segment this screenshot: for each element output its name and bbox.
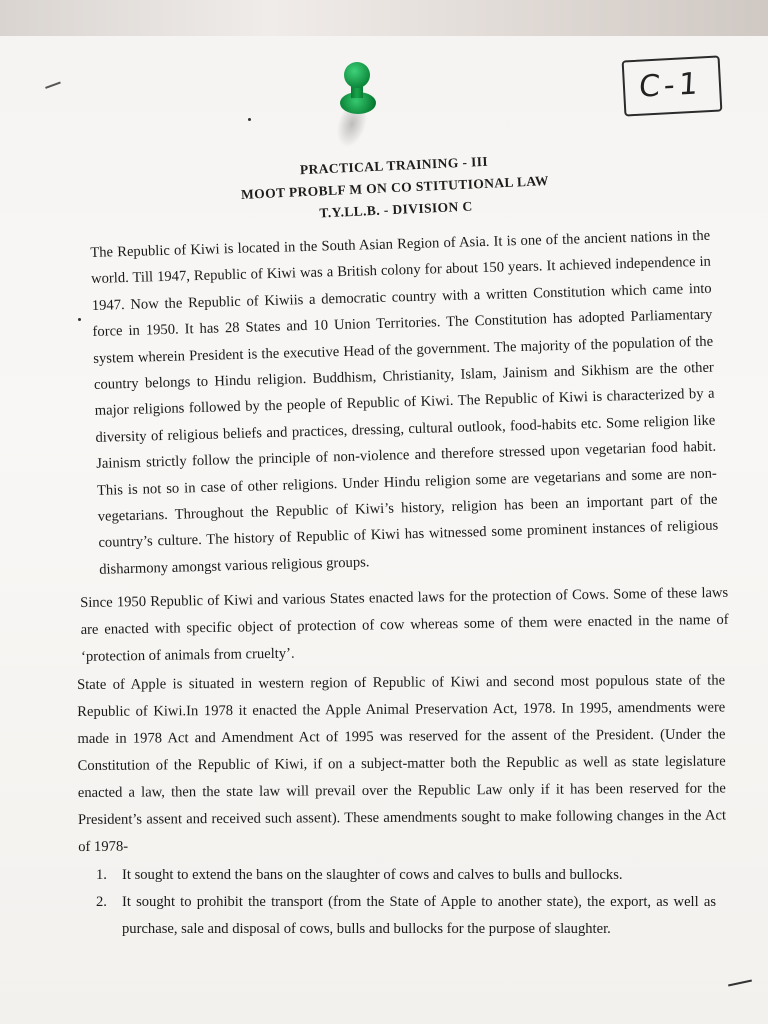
- apple-act-section: [77, 667, 726, 861]
- photo-top-shadow: [0, 0, 768, 36]
- intro-section: [90, 223, 719, 583]
- header-line-2: MOOT PROBLF M ON CO STITUTIONAL LAW: [240, 173, 550, 202]
- list-item: [96, 889, 716, 943]
- list-item-text: It sought to extend the bans on the slaughter of cows and calves to bulls and bullocks.: [122, 867, 623, 883]
- paragraph-2: Since 1950 Republic of Kiwi and various States enacted laws for the protection of Cows. Some of these laws are enacted with specific object of protection of cow whereas some of them were enacted in the name of ‘protection of animals from cruelty’.: [80, 584, 729, 665]
- header-line-1: PRACTICAL TRAINING - III: [299, 153, 489, 178]
- paragraph-3: State of Apple is situated in western region of Republic of Kiwi and second most populous state of the Republic of Kiwi.In 1978 it enacted the Apple Animal Preservation Act, 1978. In 1995, amendments were made in 1978 Act and Amendment Act of 1995 was reserved for the assent of the President. (Under the Constitution of the Republic of Kiwi, if on a subject-matter both the Republic as well as state legislature enacted a law, then the state law will prevail over the Republic Law only if it has been reserved for the President’s assent and received such assent). These amendments sought to make following changes in the Act of 1978-: [77, 672, 727, 855]
- amendments-list: [96, 862, 716, 943]
- list-item: [96, 862, 716, 889]
- list-item-text: It sought to prohibit the transport (from the State of Apple to another state), the export, as well as purchase, sale and disposal of cows, bulls and bullocks for the purpose of slaughter.: [122, 894, 716, 937]
- paragraph-1: The Republic of Kiwi is located in the South Asian Region of Asia. It is one of the ancient nations in the world. Till 1947, Republic of Kiwi was a British colony for about 150 years. It achieved independence in 1947. Now the Republic of Kiwiis a democratic country with a written Constitution which came into force in 1950. It has 28 States and 10 Union Territories. The Constitution has adopted Parliamentary system wherein President is the executive Head of the government. The majority of the population of the country belongs to Hindu religion. Buddhism, Christianity, Islam, Jainism and Sikhism are the other major religions followed by the people of Republic of Kiwi. The Republic of Kiwi is characterized by a diversity of religious beliefs and practices, dressing, cultural outlook, food-habits etc. Some religion like Jainism strictly follow the principle of non-violence and therefore stressed upon vegetarian food habit. This is not so in case of other religions. Under Hindu religion some are vegetarians and some are non-vegetarians. Throughout the Republic of Kiwi’s history, religion has been an important part of the country’s culture. The history of Republic of Kiwi has witnessed some prominent instances of religious disharmony amongst various religious groups.: [90, 227, 719, 578]
- list-item-number: 2.: [96, 894, 107, 910]
- handwritten-label-box: [622, 55, 723, 116]
- header-line-3: T.Y.LL.B. - DIVISION C: [319, 198, 473, 221]
- list-item-number: 1.: [96, 867, 107, 883]
- ink-dot: [78, 318, 81, 321]
- cow-laws-section: [80, 580, 729, 671]
- push-pin-icon: [338, 62, 378, 116]
- ink-dot: [248, 118, 251, 121]
- handwritten-label: C-1: [638, 66, 703, 105]
